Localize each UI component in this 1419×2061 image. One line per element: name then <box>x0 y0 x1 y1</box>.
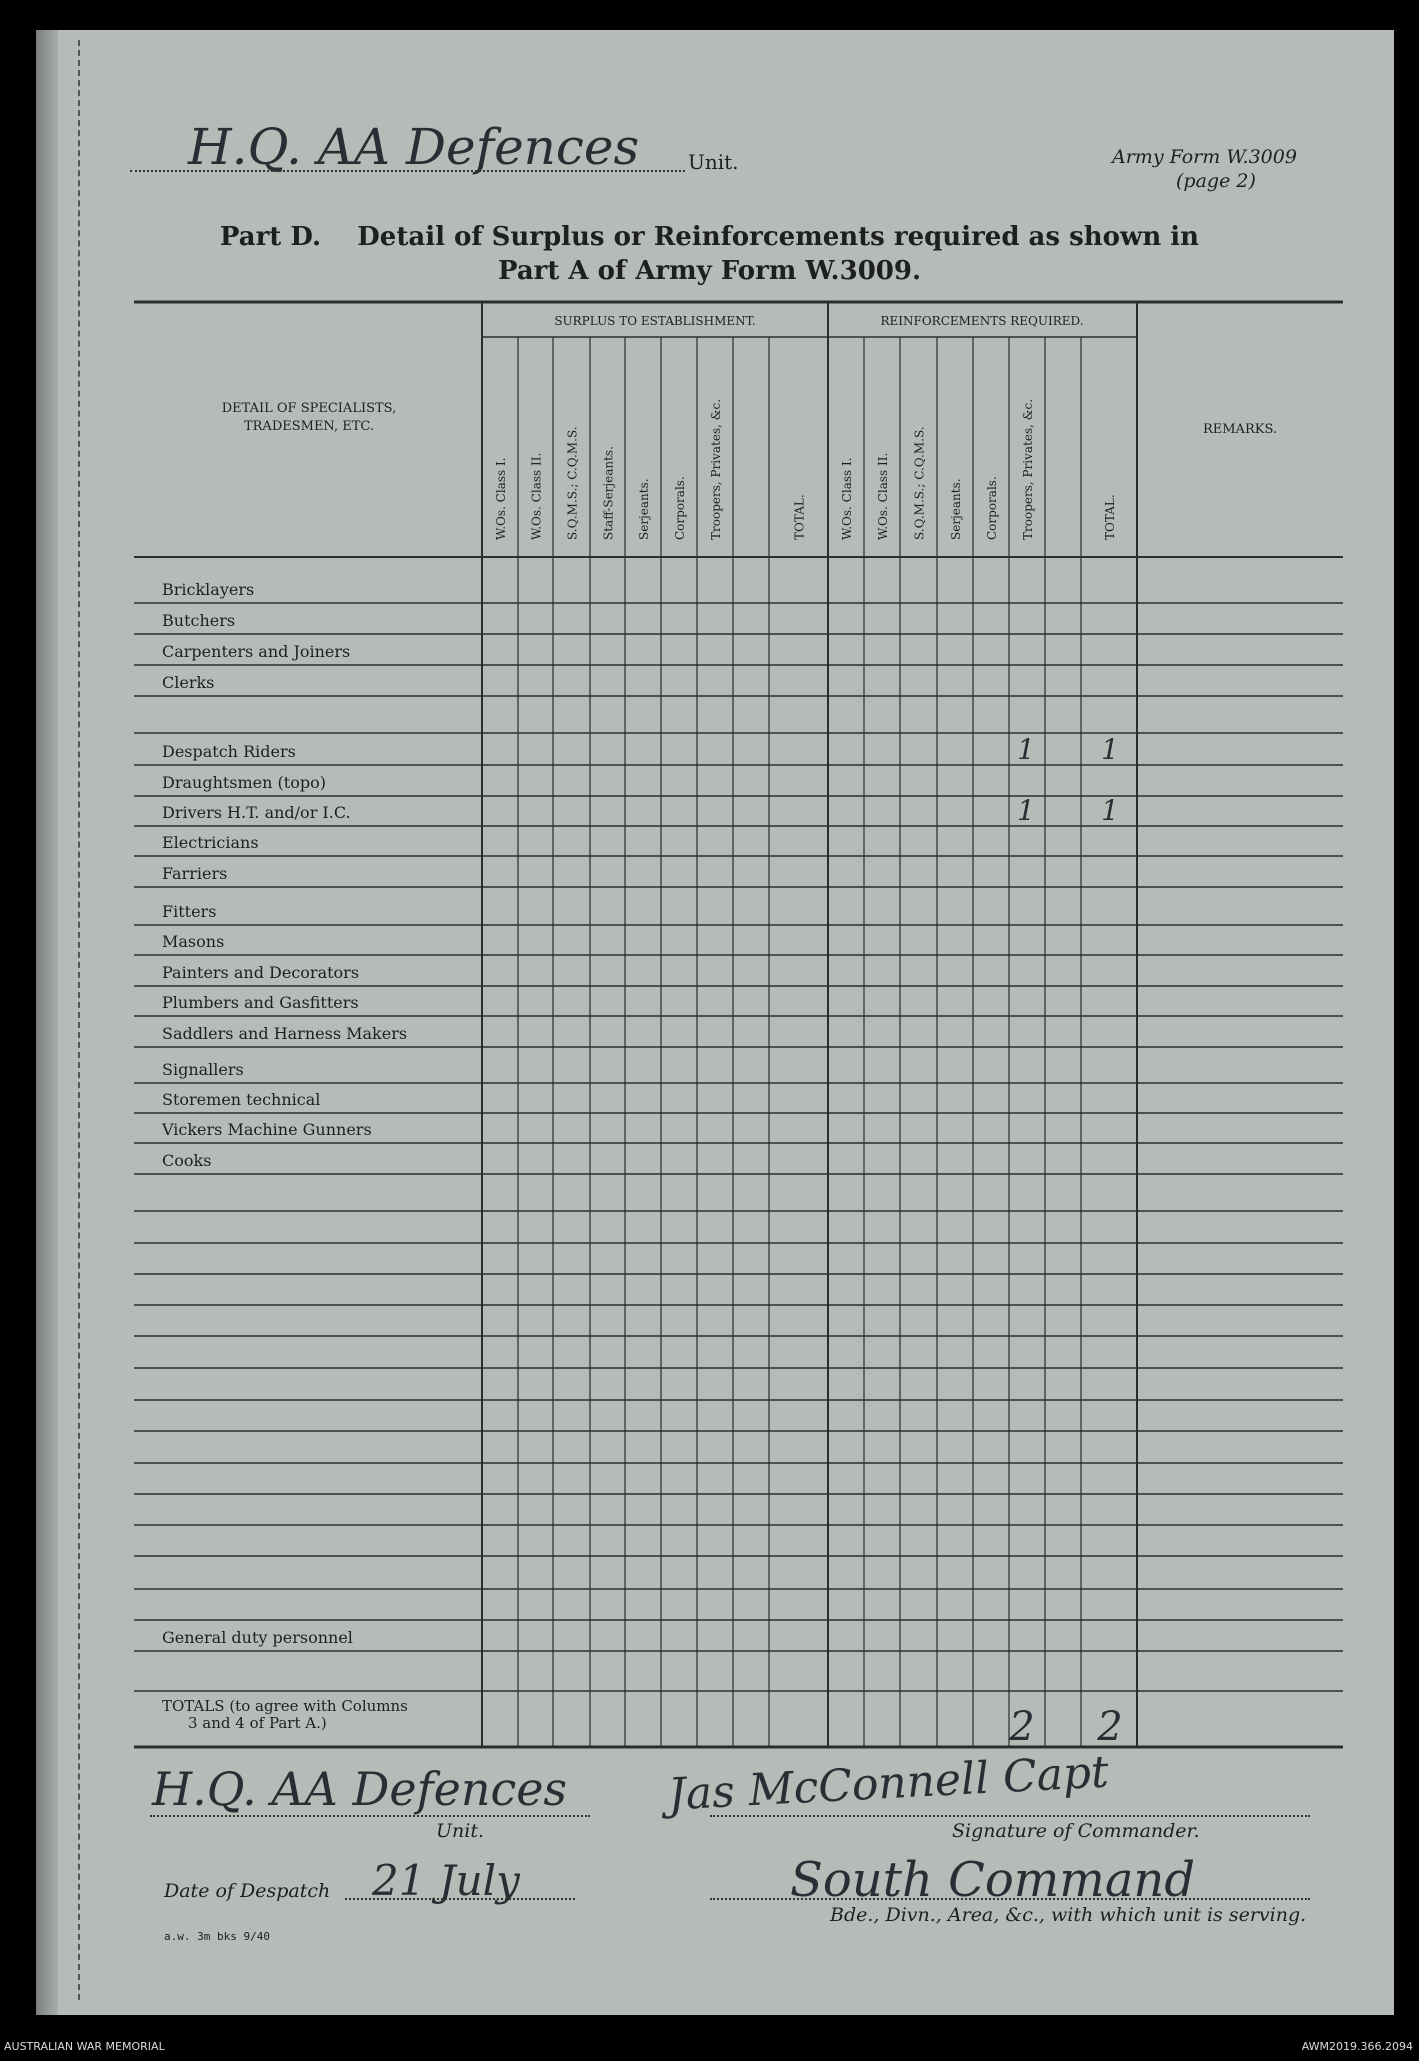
surplus-col-header: TOTAL. <box>792 494 807 540</box>
row-troopers-value: 1 <box>1017 794 1035 827</box>
unit-label: Unit. <box>688 150 739 174</box>
form-title-line-2: Part A of Army Form W.3009. <box>497 256 922 286</box>
surplus-header: SURPLUS TO ESTABLISHMENT. <box>554 314 756 328</box>
surplus-col-header: Serjeants. <box>637 478 651 540</box>
print-code: a.w. 3m bks 9/40 <box>164 1930 270 1943</box>
detail-header-line-2: TRADESMEN, ETC. <box>243 419 375 434</box>
surplus-col-header: Corporals. <box>673 476 687 540</box>
reinforcements-header: REINFORCEMENTS REQUIRED. <box>880 314 1084 328</box>
signature-label: Signature of Commander. <box>952 1820 1200 1842</box>
row-total-value: 1 <box>1101 794 1119 827</box>
row-label: Signallers <box>162 1060 244 1079</box>
command-label: Bde., Divn., Area, &c., with which unit is serving. <box>830 1904 1307 1926</box>
commander-signature: Jas McConnell Capt <box>666 1746 1110 1821</box>
surplus-col-header: W.Os. Class I. <box>494 457 508 540</box>
page-reference: (page 2) <box>1176 170 1256 192</box>
row-label: Cooks <box>162 1151 212 1170</box>
form-reference: Army Form W.3009 <box>1112 146 1297 168</box>
row-total-value: 1 <box>1101 733 1119 766</box>
row-label: Farriers <box>162 864 228 883</box>
row-label: Despatch Riders <box>162 742 296 761</box>
surplus-col-header: Staff-Serjeants. <box>601 446 616 540</box>
reinf-col-header: W.Os. Class I. <box>840 457 854 540</box>
footer-unit-dotted-line <box>150 1815 590 1817</box>
row-label: Vickers Machine Gunners <box>162 1120 372 1139</box>
date-handwritten: 21 July <box>372 1856 520 1905</box>
reinf-col-header: W.Os. Class II. <box>876 452 890 540</box>
row-label: Fitters <box>162 902 217 921</box>
unit-handwritten: H.Q. AA Defences <box>188 118 640 176</box>
reinf-col-header: TOTAL. <box>1103 494 1117 540</box>
row-label: Storemen technical <box>162 1090 321 1109</box>
surplus-col-header: Troopers, Privates, &c. <box>709 398 723 540</box>
detail-header-line-1: DETAIL OF SPECIALISTS, <box>221 401 397 416</box>
surplus-col-header: W.Os. Class II. <box>529 452 544 540</box>
footer-unit-handwritten: H.Q. AA Defences <box>152 1762 568 1816</box>
row-label: Draughtsmen (topo) <box>162 773 326 792</box>
command-handwritten: South Command <box>790 1852 1196 1908</box>
row-label: Bricklayers <box>162 580 255 599</box>
row-label: Clerks <box>162 673 215 692</box>
reinf-col-header: Serjeants. <box>949 478 963 540</box>
surplus-col-header: S.Q.M.S.; C.Q.M.S. <box>565 426 580 540</box>
row-label: Butchers <box>162 611 236 630</box>
reinf-col-header: Troopers, Privates, &c. <box>1021 398 1035 540</box>
row-label: Masons <box>162 932 225 951</box>
date-of-despatch-label: Date of Despatch <box>164 1880 331 1902</box>
remarks-header: REMARKS. <box>1202 422 1278 437</box>
row-label: Drivers H.T. and/or I.C. <box>162 803 351 822</box>
form-title-line-1: Part D. Detail of Surplus or Reinforcements required as shown in <box>219 222 1200 252</box>
signature-dotted-line <box>710 1815 1310 1817</box>
row-label: Plumbers and Gasfitters <box>162 993 359 1012</box>
date-dotted-line <box>345 1898 575 1900</box>
row-label: Saddlers and Harness Makers <box>162 1024 408 1043</box>
reinf-col-header: S.Q.M.S.; C.Q.M.S. <box>912 426 927 540</box>
archive-left-label: AUSTRALIAN WAR MEMORIAL <box>4 2040 165 2053</box>
reinf-col-header: Corporals. <box>985 476 999 540</box>
totals-troopers-value: 2 <box>1009 1704 1035 1750</box>
row-troopers-value: 1 <box>1017 733 1035 766</box>
command-dotted-line <box>710 1898 1310 1900</box>
totals-label-line-2: 3 and 4 of Part A.) <box>188 1714 327 1732</box>
row-label: Painters and Decorators <box>162 963 360 982</box>
archive-strip <box>0 2035 1419 2061</box>
row-label: Carpenters and Joiners <box>162 642 351 661</box>
row-label: General duty personnel <box>162 1628 353 1647</box>
row-label: Electricians <box>162 833 259 852</box>
archive-right-label: AWM2019.366.2094 <box>1301 2040 1413 2053</box>
totals-label-line-1: TOTALS (to agree with Columns <box>162 1697 408 1715</box>
footer-unit-label: Unit. <box>436 1820 485 1842</box>
totals-total-value: 2 <box>1097 1704 1123 1750</box>
